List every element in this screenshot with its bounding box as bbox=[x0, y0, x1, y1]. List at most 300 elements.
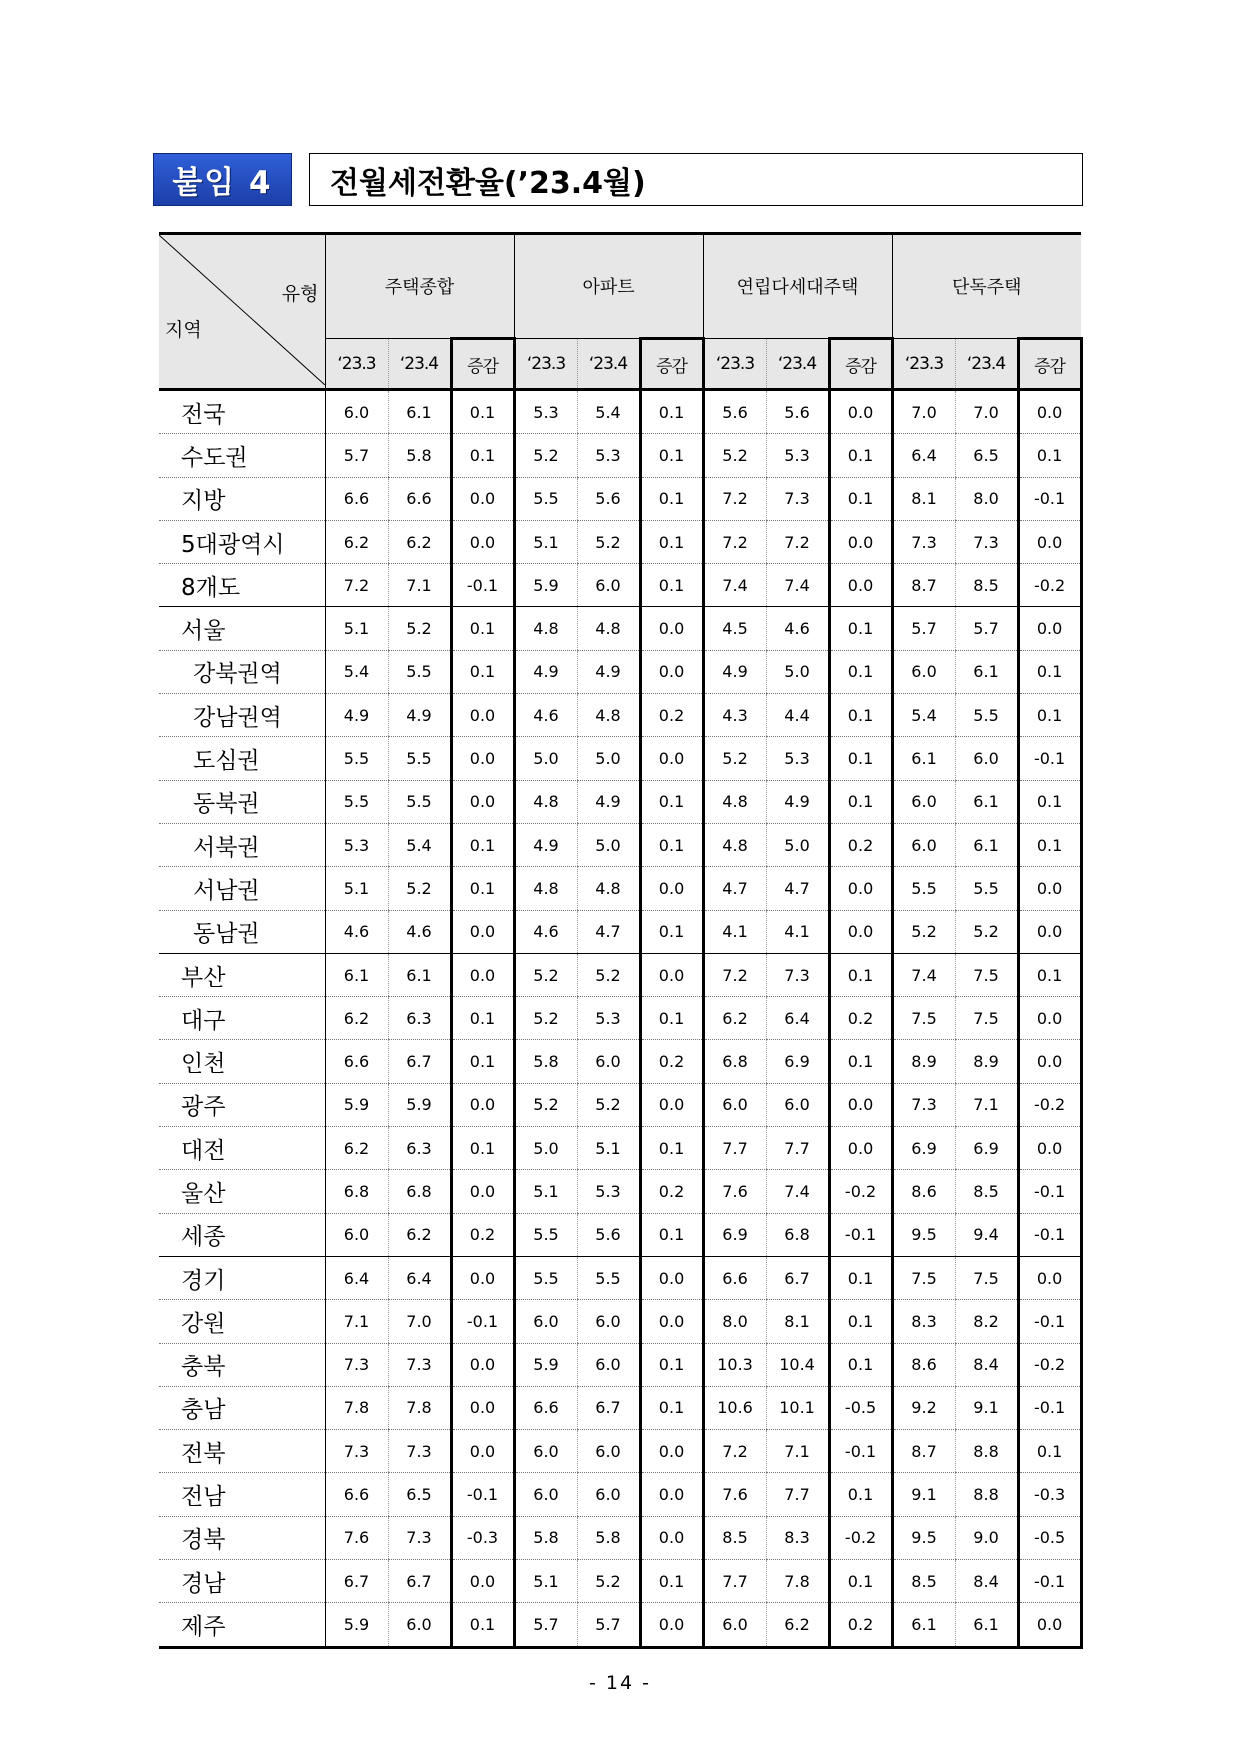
rate-value-cell: 5.5 bbox=[388, 780, 451, 823]
rate-value-cell: 7.2 bbox=[766, 520, 829, 563]
region-cell: 부산 bbox=[159, 953, 325, 996]
change-value-cell: -0.2 bbox=[829, 1170, 892, 1213]
group-header: 단독주택 bbox=[892, 234, 1081, 339]
rate-value-cell: 8.5 bbox=[955, 1170, 1018, 1213]
rate-value-cell: 10.4 bbox=[766, 1343, 829, 1386]
change-value-cell: 0.1 bbox=[1018, 953, 1081, 996]
rate-value-cell: 7.4 bbox=[703, 564, 766, 607]
rate-value-cell: 4.8 bbox=[514, 780, 577, 823]
region-cell: 경북 bbox=[159, 1516, 325, 1559]
rate-value-cell: 7.1 bbox=[766, 1430, 829, 1473]
change-value-cell: 0.0 bbox=[1018, 1127, 1081, 1170]
table-row bbox=[159, 1213, 1081, 1256]
month-column-header: ‘23.3 bbox=[325, 339, 388, 390]
change-value-cell: 0.1 bbox=[829, 1473, 892, 1516]
rate-value-cell: 5.2 bbox=[388, 607, 451, 650]
change-value-cell: 0.1 bbox=[640, 520, 703, 563]
change-value-cell: 0.1 bbox=[451, 823, 514, 866]
change-value-cell: 0.0 bbox=[640, 1516, 703, 1559]
table-row bbox=[159, 737, 1081, 780]
rate-value-cell: 5.2 bbox=[514, 953, 577, 996]
table-row bbox=[159, 1300, 1081, 1343]
table-row bbox=[159, 694, 1081, 737]
rate-value-cell: 7.7 bbox=[703, 1127, 766, 1170]
rate-value-cell: 6.4 bbox=[388, 1256, 451, 1299]
change-value-cell: 0.0 bbox=[1018, 1603, 1081, 1647]
change-column-header: 증감 bbox=[640, 339, 703, 390]
change-value-cell: -0.5 bbox=[829, 1386, 892, 1429]
table-row bbox=[159, 953, 1081, 996]
rate-value-cell: 9.1 bbox=[892, 1473, 955, 1516]
rate-value-cell: 6.3 bbox=[388, 1127, 451, 1170]
page-title: 전월세전환율(’23.4월) bbox=[309, 153, 1083, 206]
table-row bbox=[159, 607, 1081, 650]
change-value-cell: 0.0 bbox=[451, 477, 514, 520]
group-header: 아파트 bbox=[514, 234, 703, 339]
rate-value-cell: 7.1 bbox=[388, 564, 451, 607]
rate-value-cell: 6.2 bbox=[766, 1603, 829, 1647]
rate-value-cell: 5.8 bbox=[514, 1516, 577, 1559]
change-value-cell: 0.0 bbox=[451, 1343, 514, 1386]
change-value-cell: -0.1 bbox=[829, 1213, 892, 1256]
change-value-cell: 0.1 bbox=[640, 434, 703, 477]
rate-value-cell: 4.6 bbox=[514, 910, 577, 953]
change-value-cell: 0.0 bbox=[451, 1386, 514, 1429]
rate-value-cell: 7.5 bbox=[892, 1256, 955, 1299]
change-value-cell: 0.1 bbox=[451, 434, 514, 477]
change-value-cell: -0.2 bbox=[1018, 1343, 1081, 1386]
change-value-cell: -0.1 bbox=[1018, 1213, 1081, 1256]
change-value-cell: 0.1 bbox=[829, 1343, 892, 1386]
rate-value-cell: 8.4 bbox=[955, 1560, 1018, 1603]
rate-value-cell: 6.2 bbox=[325, 1127, 388, 1170]
rate-value-cell: 6.6 bbox=[514, 1386, 577, 1429]
rate-value-cell: 6.8 bbox=[766, 1213, 829, 1256]
change-value-cell: 0.0 bbox=[640, 1300, 703, 1343]
rate-value-cell: 6.1 bbox=[955, 780, 1018, 823]
rate-value-cell: 5.7 bbox=[577, 1603, 640, 1647]
region-cell: 대구 bbox=[159, 997, 325, 1040]
rate-value-cell: 5.1 bbox=[577, 1127, 640, 1170]
rate-value-cell: 5.3 bbox=[325, 823, 388, 866]
change-value-cell: -0.5 bbox=[1018, 1516, 1081, 1559]
rate-value-cell: 5.6 bbox=[703, 390, 766, 434]
change-value-cell: 0.0 bbox=[829, 1083, 892, 1126]
rate-value-cell: 4.8 bbox=[577, 607, 640, 650]
region-cell: 서북권 bbox=[159, 823, 325, 866]
change-value-cell: -0.2 bbox=[1018, 564, 1081, 607]
rate-value-cell: 5.0 bbox=[577, 823, 640, 866]
rate-value-cell: 7.8 bbox=[766, 1560, 829, 1603]
rate-value-cell: 5.2 bbox=[577, 520, 640, 563]
change-value-cell: 0.0 bbox=[1018, 867, 1081, 910]
change-value-cell: 0.2 bbox=[829, 997, 892, 1040]
region-cell: 경기 bbox=[159, 1256, 325, 1299]
rate-value-cell: 5.0 bbox=[514, 737, 577, 780]
change-value-cell: 0.1 bbox=[451, 390, 514, 434]
rate-value-cell: 4.6 bbox=[514, 694, 577, 737]
rate-value-cell: 6.1 bbox=[955, 823, 1018, 866]
rate-value-cell: 6.3 bbox=[388, 997, 451, 1040]
rate-value-cell: 7.4 bbox=[892, 953, 955, 996]
rate-value-cell: 4.8 bbox=[703, 823, 766, 866]
change-value-cell: 0.0 bbox=[640, 1256, 703, 1299]
rate-value-cell: 4.7 bbox=[703, 867, 766, 910]
change-value-cell: 0.0 bbox=[451, 737, 514, 780]
rate-value-cell: 8.7 bbox=[892, 1430, 955, 1473]
rate-value-cell: 6.1 bbox=[325, 953, 388, 996]
rate-value-cell: 5.5 bbox=[577, 1256, 640, 1299]
rate-value-cell: 6.9 bbox=[766, 1040, 829, 1083]
change-value-cell: 0.2 bbox=[640, 1040, 703, 1083]
rate-value-cell: 5.3 bbox=[766, 434, 829, 477]
table-row bbox=[159, 434, 1081, 477]
table-row bbox=[159, 1083, 1081, 1126]
rate-value-cell: 7.0 bbox=[892, 390, 955, 434]
rate-value-cell: 5.6 bbox=[577, 1213, 640, 1256]
region-cell: 서남권 bbox=[159, 867, 325, 910]
change-value-cell: -0.2 bbox=[829, 1516, 892, 1559]
rate-value-cell: 6.9 bbox=[955, 1127, 1018, 1170]
region-cell: 5대광역시 bbox=[159, 520, 325, 563]
rate-value-cell: 6.0 bbox=[703, 1603, 766, 1647]
rate-value-cell: 6.1 bbox=[955, 650, 1018, 693]
change-value-cell: 0.1 bbox=[1018, 823, 1081, 866]
region-cell: 울산 bbox=[159, 1170, 325, 1213]
table-row bbox=[159, 1256, 1081, 1299]
rate-value-cell: 8.5 bbox=[703, 1516, 766, 1559]
rate-value-cell: 6.0 bbox=[892, 650, 955, 693]
rate-value-cell: 5.8 bbox=[514, 1040, 577, 1083]
region-cell: 전남 bbox=[159, 1473, 325, 1516]
rate-value-cell: 5.9 bbox=[514, 1343, 577, 1386]
change-value-cell: 0.1 bbox=[640, 1127, 703, 1170]
group-header: 주택종합 bbox=[325, 234, 514, 339]
rate-value-cell: 8.5 bbox=[955, 564, 1018, 607]
type-label: 유형 bbox=[281, 283, 319, 305]
rate-value-cell: 5.7 bbox=[892, 607, 955, 650]
rate-value-cell: 5.4 bbox=[892, 694, 955, 737]
rate-value-cell: 4.9 bbox=[514, 823, 577, 866]
change-value-cell: 0.0 bbox=[1018, 910, 1081, 953]
change-value-cell: -0.1 bbox=[1018, 1386, 1081, 1429]
table-row bbox=[159, 997, 1081, 1040]
rate-value-cell: 6.2 bbox=[325, 997, 388, 1040]
rate-value-cell: 6.4 bbox=[892, 434, 955, 477]
rate-value-cell: 5.1 bbox=[325, 867, 388, 910]
rate-value-cell: 5.2 bbox=[514, 1083, 577, 1126]
rate-value-cell: 4.9 bbox=[325, 694, 388, 737]
rate-value-cell: 9.5 bbox=[892, 1516, 955, 1559]
page-number: - 14 - bbox=[589, 1672, 651, 1694]
region-cell: 전북 bbox=[159, 1430, 325, 1473]
rate-value-cell: 5.1 bbox=[514, 1560, 577, 1603]
change-value-cell: 0.0 bbox=[829, 1127, 892, 1170]
rate-value-cell: 5.4 bbox=[577, 390, 640, 434]
month-column-header: ‘23.3 bbox=[892, 339, 955, 390]
rate-value-cell: 6.5 bbox=[955, 434, 1018, 477]
rate-value-cell: 6.0 bbox=[325, 1213, 388, 1256]
table-row bbox=[159, 520, 1081, 563]
rate-value-cell: 5.2 bbox=[577, 953, 640, 996]
rate-value-cell: 7.6 bbox=[703, 1170, 766, 1213]
rate-value-cell: 5.0 bbox=[766, 823, 829, 866]
region-cell: 전국 bbox=[159, 390, 325, 434]
change-value-cell: 0.0 bbox=[640, 953, 703, 996]
table-row bbox=[159, 1560, 1081, 1603]
rate-value-cell: 7.3 bbox=[766, 953, 829, 996]
change-value-cell: 0.0 bbox=[640, 607, 703, 650]
region-cell: 강북권역 bbox=[159, 650, 325, 693]
rate-value-cell: 6.2 bbox=[388, 520, 451, 563]
rate-value-cell: 7.4 bbox=[766, 1170, 829, 1213]
table-row bbox=[159, 867, 1081, 910]
change-value-cell: 0.0 bbox=[451, 520, 514, 563]
rate-value-cell: 8.0 bbox=[703, 1300, 766, 1343]
table-row bbox=[159, 1170, 1081, 1213]
change-value-cell: 0.1 bbox=[640, 997, 703, 1040]
change-value-cell: 0.0 bbox=[1018, 1040, 1081, 1083]
region-cell: 강원 bbox=[159, 1300, 325, 1343]
change-value-cell: 0.1 bbox=[829, 1040, 892, 1083]
rate-value-cell: 5.4 bbox=[325, 650, 388, 693]
change-value-cell: 0.0 bbox=[451, 1170, 514, 1213]
month-column-header: ‘23.3 bbox=[703, 339, 766, 390]
change-value-cell: 0.0 bbox=[451, 1430, 514, 1473]
rate-value-cell: 6.7 bbox=[388, 1040, 451, 1083]
rate-value-cell: 6.6 bbox=[325, 1473, 388, 1516]
change-value-cell: 0.0 bbox=[829, 564, 892, 607]
rate-value-cell: 5.5 bbox=[514, 1256, 577, 1299]
rate-value-cell: 6.0 bbox=[955, 737, 1018, 780]
rate-value-cell: 5.3 bbox=[577, 997, 640, 1040]
region-cell: 광주 bbox=[159, 1083, 325, 1126]
rate-value-cell: 4.9 bbox=[514, 650, 577, 693]
rate-value-cell: 9.4 bbox=[955, 1213, 1018, 1256]
change-value-cell: -0.2 bbox=[1018, 1083, 1081, 1126]
rate-value-cell: 5.3 bbox=[577, 434, 640, 477]
change-value-cell: 0.1 bbox=[640, 564, 703, 607]
rate-value-cell: 9.0 bbox=[955, 1516, 1018, 1559]
change-value-cell: -0.1 bbox=[451, 1473, 514, 1516]
region-cell: 지방 bbox=[159, 477, 325, 520]
rate-value-cell: 6.0 bbox=[703, 1083, 766, 1126]
region-cell: 서울 bbox=[159, 607, 325, 650]
rate-value-cell: 6.7 bbox=[325, 1560, 388, 1603]
rate-value-cell: 6.0 bbox=[514, 1430, 577, 1473]
change-value-cell: 0.1 bbox=[1018, 434, 1081, 477]
rate-value-cell: 4.3 bbox=[703, 694, 766, 737]
change-column-header: 증감 bbox=[451, 339, 514, 390]
change-value-cell: 0.2 bbox=[640, 694, 703, 737]
change-value-cell: -0.3 bbox=[451, 1516, 514, 1559]
rate-value-cell: 7.7 bbox=[703, 1560, 766, 1603]
rate-value-cell: 8.1 bbox=[892, 477, 955, 520]
region-cell: 인천 bbox=[159, 1040, 325, 1083]
rate-value-cell: 6.8 bbox=[703, 1040, 766, 1083]
change-value-cell: 0.1 bbox=[829, 953, 892, 996]
rate-value-cell: 6.0 bbox=[577, 564, 640, 607]
rate-value-cell: 6.0 bbox=[514, 1300, 577, 1343]
table-row bbox=[159, 1473, 1081, 1516]
table-row bbox=[159, 1040, 1081, 1083]
region-cell: 대전 bbox=[159, 1127, 325, 1170]
rate-value-cell: 8.8 bbox=[955, 1473, 1018, 1516]
rate-value-cell: 4.6 bbox=[325, 910, 388, 953]
change-value-cell: -0.1 bbox=[1018, 1300, 1081, 1343]
rate-value-cell: 5.9 bbox=[514, 564, 577, 607]
rate-value-cell: 5.2 bbox=[703, 737, 766, 780]
change-value-cell: 0.1 bbox=[1018, 1430, 1081, 1473]
rate-value-cell: 5.6 bbox=[766, 390, 829, 434]
region-label: 지역 bbox=[165, 319, 202, 341]
region-cell: 강남권역 bbox=[159, 694, 325, 737]
rate-value-cell: 4.9 bbox=[766, 780, 829, 823]
change-value-cell: 0.1 bbox=[829, 477, 892, 520]
rate-value-cell: 6.6 bbox=[388, 477, 451, 520]
rate-value-cell: 8.1 bbox=[766, 1300, 829, 1343]
rate-value-cell: 5.9 bbox=[325, 1603, 388, 1647]
change-value-cell: 0.0 bbox=[451, 1560, 514, 1603]
change-value-cell: 0.1 bbox=[1018, 694, 1081, 737]
rate-value-cell: 7.3 bbox=[892, 1083, 955, 1126]
rate-value-cell: 7.3 bbox=[325, 1430, 388, 1473]
rate-value-cell: 6.7 bbox=[766, 1256, 829, 1299]
rate-value-cell: 7.8 bbox=[325, 1386, 388, 1429]
change-value-cell: 0.1 bbox=[829, 434, 892, 477]
rate-value-cell: 4.9 bbox=[388, 694, 451, 737]
rate-value-cell: 5.7 bbox=[514, 1603, 577, 1647]
rate-value-cell: 7.3 bbox=[388, 1430, 451, 1473]
rate-value-cell: 6.0 bbox=[766, 1083, 829, 1126]
change-value-cell: 0.0 bbox=[640, 650, 703, 693]
rate-value-cell: 6.4 bbox=[325, 1256, 388, 1299]
table-row bbox=[159, 390, 1081, 434]
table-row bbox=[159, 1603, 1081, 1647]
change-value-cell: 0.1 bbox=[640, 780, 703, 823]
rate-value-cell: 8.5 bbox=[892, 1560, 955, 1603]
rate-value-cell: 5.5 bbox=[955, 867, 1018, 910]
change-value-cell: 0.0 bbox=[1018, 390, 1081, 434]
change-value-cell: -0.1 bbox=[451, 1300, 514, 1343]
change-value-cell: 0.0 bbox=[1018, 520, 1081, 563]
rate-value-cell: 7.2 bbox=[703, 953, 766, 996]
change-value-cell: 0.1 bbox=[451, 1603, 514, 1647]
rate-value-cell: 9.5 bbox=[892, 1213, 955, 1256]
region-cell: 제주 bbox=[159, 1603, 325, 1647]
change-column-header: 증감 bbox=[1018, 339, 1081, 390]
change-value-cell: 0.1 bbox=[451, 997, 514, 1040]
rate-value-cell: 8.3 bbox=[766, 1516, 829, 1559]
rate-value-cell: 7.2 bbox=[703, 520, 766, 563]
rate-value-cell: 5.0 bbox=[766, 650, 829, 693]
region-cell: 도심권 bbox=[159, 737, 325, 780]
rate-value-cell: 8.6 bbox=[892, 1170, 955, 1213]
rate-value-cell: 5.5 bbox=[514, 477, 577, 520]
rate-value-cell: 4.8 bbox=[514, 867, 577, 910]
rate-value-cell: 4.6 bbox=[388, 910, 451, 953]
change-value-cell: -0.1 bbox=[1018, 1560, 1081, 1603]
rate-value-cell: 10.3 bbox=[703, 1343, 766, 1386]
rate-value-cell: 5.7 bbox=[955, 607, 1018, 650]
region-cell: 8개도 bbox=[159, 564, 325, 607]
change-value-cell: 0.1 bbox=[829, 1256, 892, 1299]
rate-value-cell: 7.5 bbox=[892, 997, 955, 1040]
change-value-cell: 0.0 bbox=[640, 1083, 703, 1126]
diagonal-line bbox=[159, 235, 325, 385]
rate-value-cell: 8.8 bbox=[955, 1430, 1018, 1473]
rate-value-cell: 5.2 bbox=[514, 997, 577, 1040]
rate-value-cell: 5.1 bbox=[514, 1170, 577, 1213]
change-value-cell: 0.1 bbox=[829, 737, 892, 780]
change-value-cell: 0.0 bbox=[451, 694, 514, 737]
change-value-cell: -0.1 bbox=[451, 564, 514, 607]
change-value-cell: 0.0 bbox=[640, 1473, 703, 1516]
change-value-cell: 0.0 bbox=[451, 953, 514, 996]
rate-value-cell: 6.1 bbox=[388, 953, 451, 996]
rate-value-cell: 4.5 bbox=[703, 607, 766, 650]
region-cell: 동북권 bbox=[159, 780, 325, 823]
rate-value-cell: 7.2 bbox=[703, 1430, 766, 1473]
change-value-cell: 0.1 bbox=[640, 910, 703, 953]
rate-value-cell: 7.5 bbox=[955, 953, 1018, 996]
rate-value-cell: 7.7 bbox=[766, 1127, 829, 1170]
rate-value-cell: 7.6 bbox=[325, 1516, 388, 1559]
month-column-header: ‘23.4 bbox=[955, 339, 1018, 390]
rate-value-cell: 7.1 bbox=[955, 1083, 1018, 1126]
rate-value-cell: 5.2 bbox=[514, 434, 577, 477]
change-value-cell: -0.1 bbox=[1018, 737, 1081, 780]
rate-value-cell: 5.1 bbox=[514, 520, 577, 563]
change-value-cell: 0.1 bbox=[829, 650, 892, 693]
change-value-cell: 0.0 bbox=[451, 1256, 514, 1299]
rate-value-cell: 6.6 bbox=[325, 477, 388, 520]
rate-value-cell: 6.4 bbox=[766, 997, 829, 1040]
change-value-cell: 0.1 bbox=[640, 1560, 703, 1603]
group-header: 연립다세대주택 bbox=[703, 234, 892, 339]
rate-value-cell: 8.9 bbox=[892, 1040, 955, 1083]
rate-value-cell: 8.6 bbox=[892, 1343, 955, 1386]
change-value-cell: -0.3 bbox=[1018, 1473, 1081, 1516]
rate-value-cell: 5.0 bbox=[577, 737, 640, 780]
table-row bbox=[159, 1516, 1081, 1559]
change-value-cell: 0.0 bbox=[1018, 997, 1081, 1040]
change-value-cell: 0.0 bbox=[451, 780, 514, 823]
change-value-cell: 0.1 bbox=[640, 823, 703, 866]
table-row bbox=[159, 823, 1081, 866]
table-row bbox=[159, 650, 1081, 693]
rate-value-cell: 7.5 bbox=[955, 1256, 1018, 1299]
rate-value-cell: 5.2 bbox=[892, 910, 955, 953]
rate-value-cell: 5.2 bbox=[955, 910, 1018, 953]
change-value-cell: 0.0 bbox=[829, 520, 892, 563]
change-value-cell: 0.1 bbox=[640, 1386, 703, 1429]
rate-value-cell: 7.2 bbox=[703, 477, 766, 520]
rate-value-cell: 7.6 bbox=[703, 1473, 766, 1516]
change-value-cell: 0.1 bbox=[451, 650, 514, 693]
rate-value-cell: 4.8 bbox=[577, 694, 640, 737]
rate-value-cell: 6.0 bbox=[577, 1040, 640, 1083]
rate-value-cell: 4.7 bbox=[577, 910, 640, 953]
rate-value-cell: 4.6 bbox=[766, 607, 829, 650]
change-value-cell: 0.1 bbox=[1018, 650, 1081, 693]
rate-value-cell: 6.0 bbox=[388, 1603, 451, 1647]
rate-value-cell: 5.2 bbox=[577, 1560, 640, 1603]
change-value-cell: 0.0 bbox=[829, 910, 892, 953]
rate-value-cell: 5.8 bbox=[577, 1516, 640, 1559]
change-value-cell: 0.2 bbox=[829, 823, 892, 866]
region-cell: 세종 bbox=[159, 1213, 325, 1256]
